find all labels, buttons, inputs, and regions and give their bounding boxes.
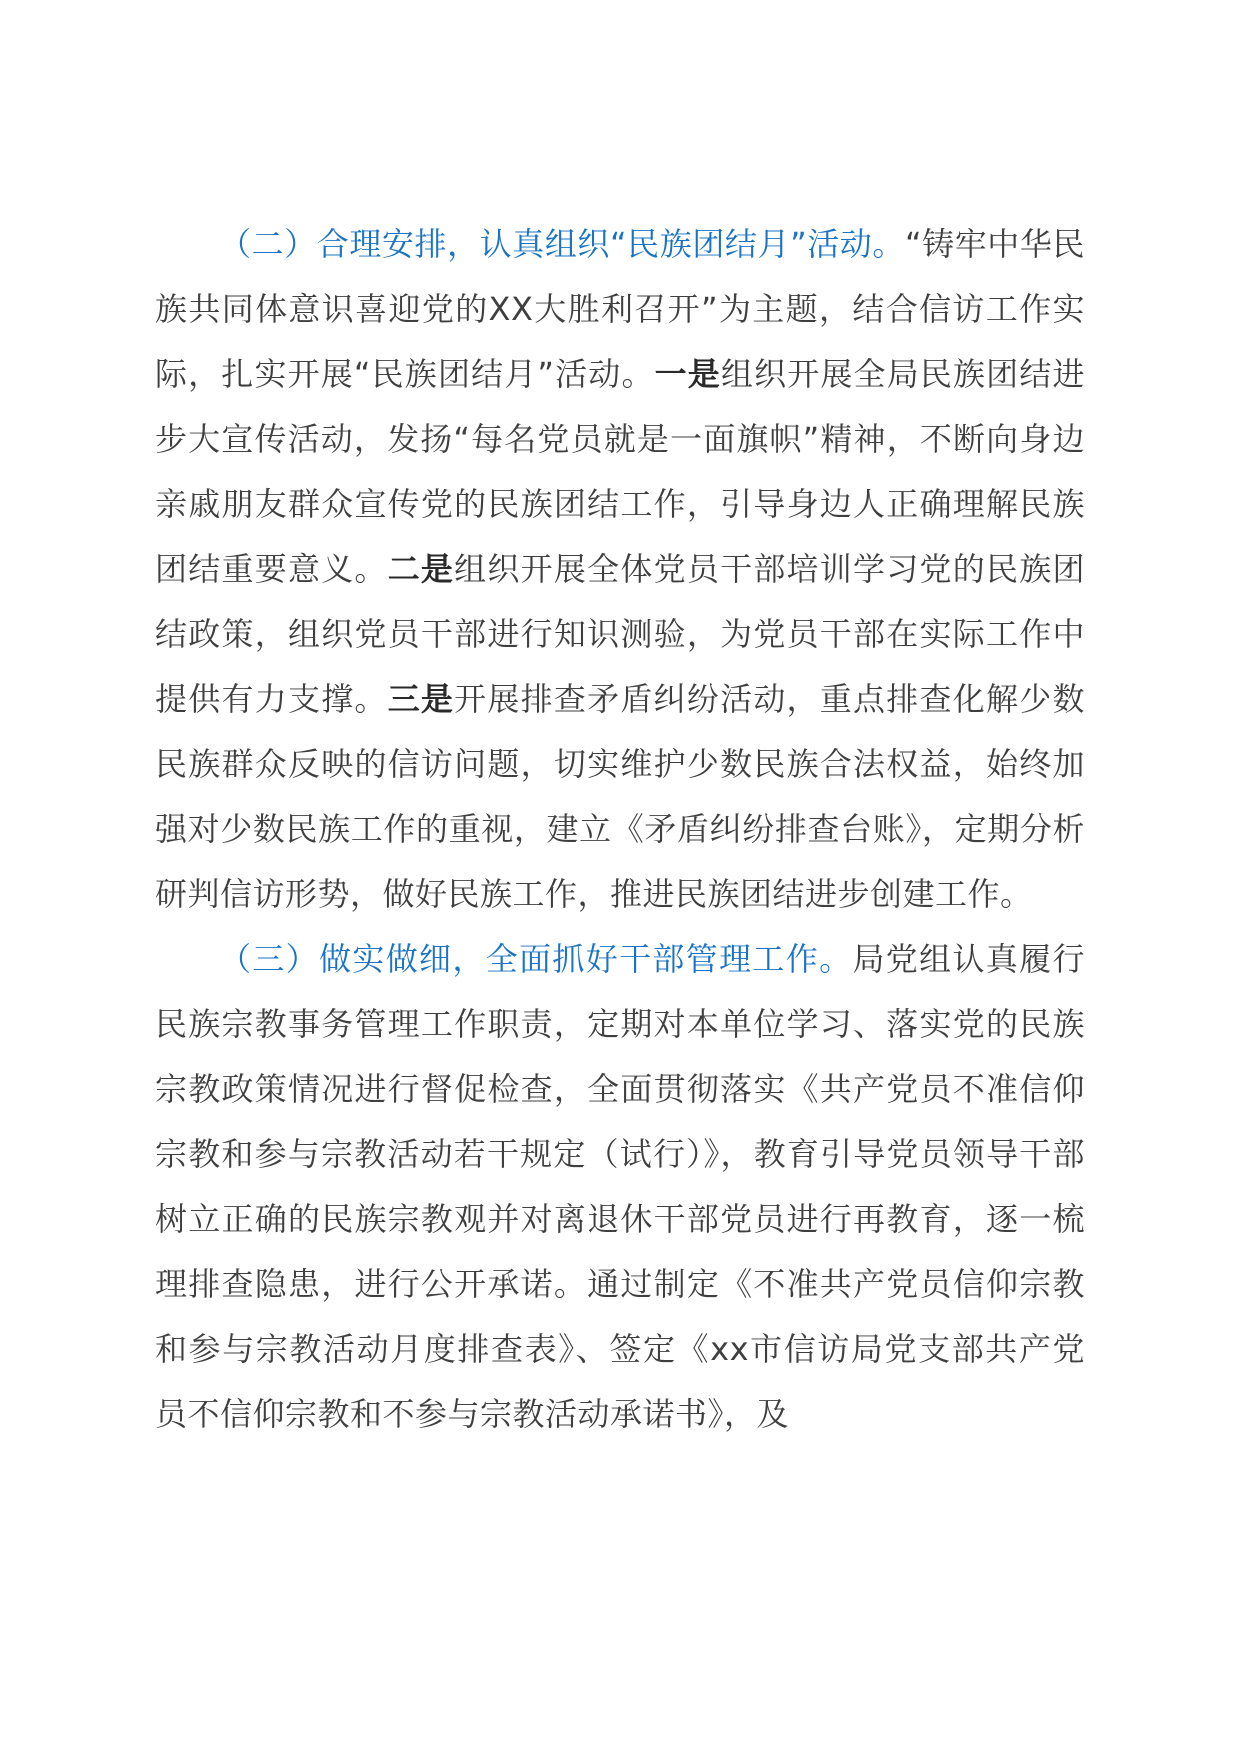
body-text: 组织开展全体党员干部培训学习党的民族团结政策，组织党员干部进行知识测验，为党员干部在实际工作中提供有力支撑。 <box>155 550 1085 718</box>
lead-in-second: 二是 <box>387 550 455 588</box>
body-text: “铸牢中华民族共同体意识喜迎党的XX大胜利召开”为主题，结合信访工作实际，扎实开展“民族团结月”活动。 <box>155 225 1085 393</box>
section-heading-3: （三）做实做细，全面抓好干部管理工作。 <box>219 940 853 978</box>
body-text: 局党组认真履行民族宗教事务管理工作职责，定期对本单位学习、落实党的民族宗教政策情况进行督促检查，全面贯彻落实《共产党员不准信仰宗教和参与宗教活动若干规定（试行）》，教育引导党员领导干部树立正确的民族宗教观并对离退休干部党员进行再教育，逐一梳理排查隐患，进行公开承诺。通过制定《不准共产党员信仰宗教和参与宗教活动月度排查表》、签定《xx市信访局党支部共产党员不信仰宗教和不参与宗教活动承诺书》，及 <box>155 940 1085 1433</box>
lead-in-first: 一是 <box>654 355 721 393</box>
paragraph-cadre-management <box>155 927 1085 1447</box>
body-text: 组织开展全局民族团结进步大宣传活动，发扬“每名党员就是一面旗帜”精神，不断向身边亲戚朋友群众宣传党的民族团结工作，引导身边人正确理解民族团结重要意义。 <box>155 355 1085 588</box>
section-heading-2: （二）合理安排，认真组织“民族团结月”活动。 <box>219 225 905 263</box>
lead-in-third: 三是 <box>387 680 455 718</box>
body-text: 开展排查矛盾纠纷活动，重点排查化解少数民族群众反映的信访问题，切实维护少数民族合法权益，始终加强对少数民族工作的重视，建立《矛盾纠纷排查台账》，定期分析研判信访形势，做好民族工作，推进民族团结进步创建工作。 <box>155 680 1085 913</box>
paragraph-minzu-tuanjie-month <box>155 212 1085 927</box>
document-body <box>155 212 1085 1447</box>
